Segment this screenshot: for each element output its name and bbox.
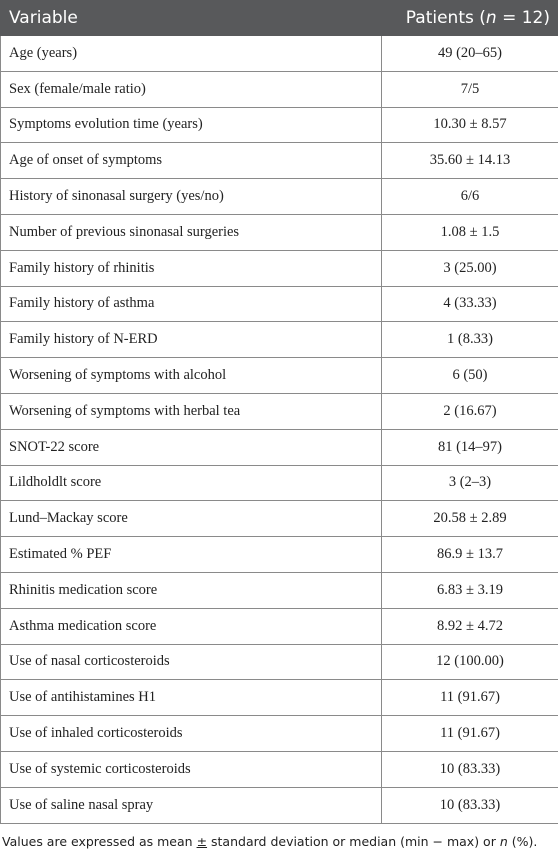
- row-variable: Rhinitis medication score: [1, 572, 382, 608]
- header-row: [1, 1, 558, 36]
- table-footnote: [2, 834, 537, 849]
- table-row: [1, 179, 558, 215]
- row-value: 11 (91.67): [382, 680, 558, 716]
- row-value: 81 (14–97): [382, 429, 558, 465]
- table-row: [1, 143, 558, 179]
- row-value: 6/6: [382, 179, 558, 215]
- row-variable: Use of systemic corticosteroids: [1, 751, 382, 787]
- row-variable: Family history of N-ERD: [1, 322, 382, 358]
- row-value: 10 (83.33): [382, 751, 558, 787]
- row-variable: Family history of asthma: [1, 286, 382, 322]
- header-patients: [382, 1, 558, 36]
- row-value: 6 (50): [382, 358, 558, 394]
- table-row: [1, 501, 558, 537]
- table-row: [1, 680, 558, 716]
- row-value: 3 (2–3): [382, 465, 558, 501]
- row-variable: Use of antihistamines H1: [1, 680, 382, 716]
- row-value: 12 (100.00): [382, 644, 558, 680]
- row-value: 6.83 ± 3.19: [382, 572, 558, 608]
- table-row: [1, 644, 558, 680]
- header-patients-suffix: = 12): [496, 8, 550, 28]
- table-row: [1, 393, 558, 429]
- table-row: [1, 214, 558, 250]
- footnote-text-before: Values are expressed as mean: [2, 834, 197, 849]
- row-variable: Age of onset of symptoms: [1, 143, 382, 179]
- row-variable: Estimated % PEF: [1, 537, 382, 573]
- table-row: [1, 608, 558, 644]
- row-value: 35.60 ± 14.13: [382, 143, 558, 179]
- row-value: 11 (91.67): [382, 716, 558, 752]
- table-row: [1, 787, 558, 823]
- row-value: 1 (8.33): [382, 322, 558, 358]
- row-value: 86.9 ± 13.7: [382, 537, 558, 573]
- row-variable: Asthma medication score: [1, 608, 382, 644]
- row-variable: Use of inhaled corticosteroids: [1, 716, 382, 752]
- table-row: [1, 286, 558, 322]
- row-value: 10 (83.33): [382, 787, 558, 823]
- row-value: 49 (20–65): [382, 36, 558, 72]
- header-patients-prefix: Patients (: [405, 8, 486, 28]
- row-variable: Age (years): [1, 36, 382, 72]
- table-row: [1, 429, 558, 465]
- row-variable: Family history of rhinitis: [1, 250, 382, 286]
- table-row: [1, 36, 558, 72]
- footnote-plus-minus: ±: [196, 834, 208, 849]
- table-row: [1, 107, 558, 143]
- header-patients-n: n: [485, 8, 497, 28]
- table-row: [1, 358, 558, 394]
- row-variable: Worsening of symptoms with herbal tea: [1, 393, 382, 429]
- table-row: [1, 751, 558, 787]
- table-header: [1, 1, 558, 36]
- row-value: 20.58 ± 2.89: [382, 501, 558, 537]
- row-variable: SNOT-22 score: [1, 429, 382, 465]
- table-row: [1, 537, 558, 573]
- table-row: [1, 572, 558, 608]
- row-variable: Number of previous sinonasal surgeries: [1, 214, 382, 250]
- row-value: 1.08 ± 1.5: [382, 214, 558, 250]
- row-value: 7/5: [382, 71, 558, 107]
- row-variable: Worsening of symptoms with alcohol: [1, 358, 382, 394]
- row-variable: Use of nasal corticosteroids: [1, 644, 382, 680]
- table-row: [1, 716, 558, 752]
- footnote-n: n: [499, 834, 508, 849]
- row-variable: Lund–Mackay score: [1, 501, 382, 537]
- row-value: 2 (16.67): [382, 393, 558, 429]
- row-value: 4 (33.33): [382, 286, 558, 322]
- row-value: 3 (25.00): [382, 250, 558, 286]
- row-variable: Symptoms evolution time (years): [1, 107, 382, 143]
- table-row: [1, 250, 558, 286]
- footnote-text-middle: standard deviation or median (min − max) or: [207, 834, 500, 849]
- table-row: [1, 71, 558, 107]
- header-variable: Variable: [1, 1, 382, 36]
- table-row: [1, 322, 558, 358]
- row-value: 10.30 ± 8.57: [382, 107, 558, 143]
- table-body: [1, 36, 558, 824]
- row-variable: Sex (female/male ratio): [1, 71, 382, 107]
- row-variable: History of sinonasal surgery (yes/no): [1, 179, 382, 215]
- table-row: [1, 465, 558, 501]
- footnote-text-after: (%).: [507, 834, 538, 849]
- row-variable: Lildholdlt score: [1, 465, 382, 501]
- row-value: 8.92 ± 4.72: [382, 608, 558, 644]
- row-variable: Use of saline nasal spray: [1, 787, 382, 823]
